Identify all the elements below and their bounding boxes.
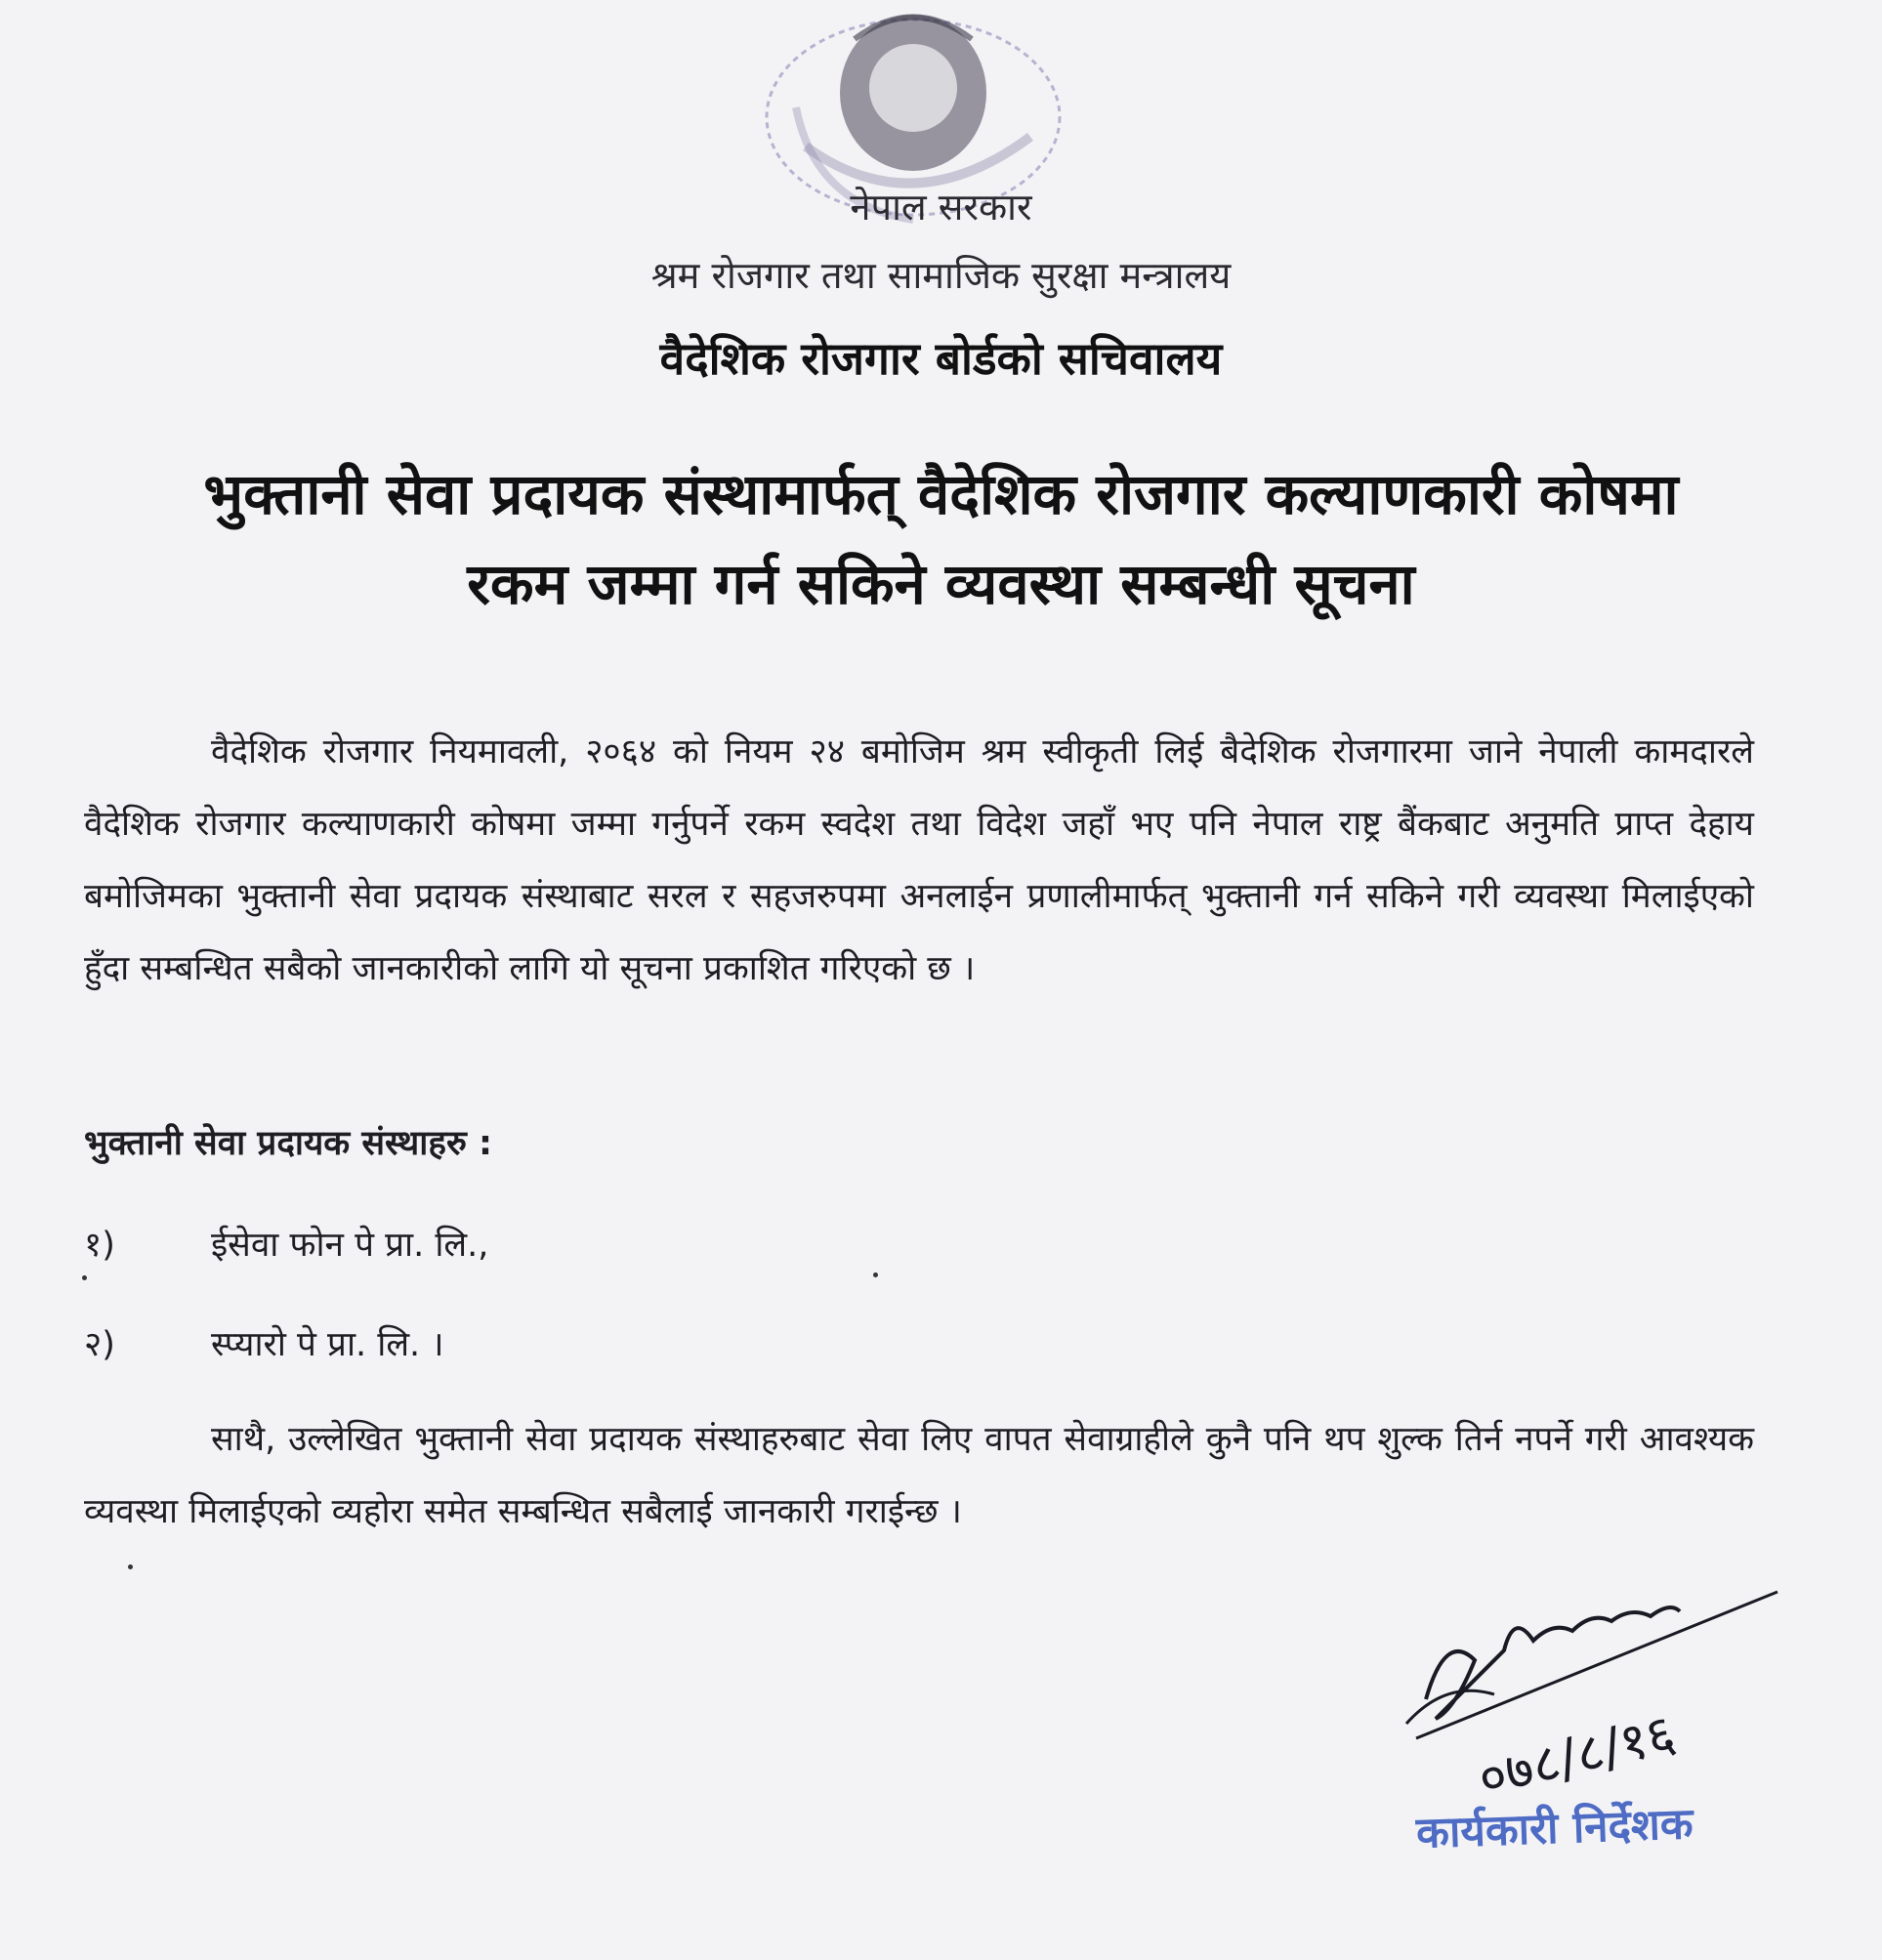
ministry-name: श्रम रोजगार तथा सामाजिक सुरक्षा मन्त्रालय — [650, 254, 1232, 297]
provider-number: २) — [84, 1325, 115, 1364]
speck — [128, 1564, 133, 1569]
government-name: नेपाल सरकार — [850, 186, 1032, 229]
provider-item — [84, 1320, 444, 1366]
provider-item — [84, 1221, 488, 1267]
notice-title-line-1: भुक्तानी सेवा प्रदायक संस्थामार्फत् वैदेशिक रोजगार कल्याणकारी कोषमा — [203, 461, 1679, 527]
notice-paragraph-2: साथै, उल्लेखित भुक्तानी सेवा प्रदायक संस्थाहरुबाट सेवा लिए वापत सेवाग्राहीले कुनै पनि थप शुल्क तिर्न नपर्ने गरी आवश्यक व्यवस्था मिलाईएको व्यहोरा समेत सम्बन्धित सबैलाई जानकारी गराईन्छ । — [84, 1420, 1754, 1531]
notice-paragraph-1: वैदेशिक रोजगार नियमावली, २०६४ को नियम २४ बमोजिम श्रम स्वीकृती लिई बैदेशिक रोजगारमा जाने नेपाली कामदारले वैदेशिक रोजगार कल्याणकारी कोषमा जम्मा गर्नुपर्ने रकम स्वदेश तथा विदेश जहाँ भए पनि नेपाल राष्ट्र बैंकबाट अनुमति प्राप्त देहाय बमोजिमका भुक्तानी सेवा प्रदायक संस्थाबाट सरल र सहजरुपमा अनलाईन प्रणालीमार्फत् भुक्तानी गर्न सकिने गरी व्यवस्था मिलाईएको हुँदा सम्बन्धित सबैको जानकारीको लागि यो सूचना प्रकाशित गरिएको छ । — [84, 732, 1754, 988]
signatory-designation: कार्यकारी निर्देशक — [1415, 1799, 1694, 1858]
provider-number: १) — [84, 1226, 115, 1265]
svg-text:०७८/८/१६: ०७८/८/१६ — [1472, 1701, 1682, 1807]
signature-icon — [1387, 1553, 1797, 1807]
speck — [82, 1275, 87, 1280]
notice-title-line-2: रकम जम्मा गर्न सकिने व्यवस्था सम्बन्धी सूचना — [467, 551, 1415, 617]
providers-heading: भुक्तानी सेवा प्रदायक संस्थाहरु : — [84, 1124, 493, 1163]
office-name: वैदेशिक रोजगार बोर्डको सचिवालय — [659, 332, 1223, 385]
provider-name: ईसेवा फोन पे प्रा. लि., — [211, 1226, 489, 1265]
provider-name: स्प्यारो पे प्रा. लि. । — [211, 1325, 444, 1364]
speck — [873, 1272, 878, 1277]
